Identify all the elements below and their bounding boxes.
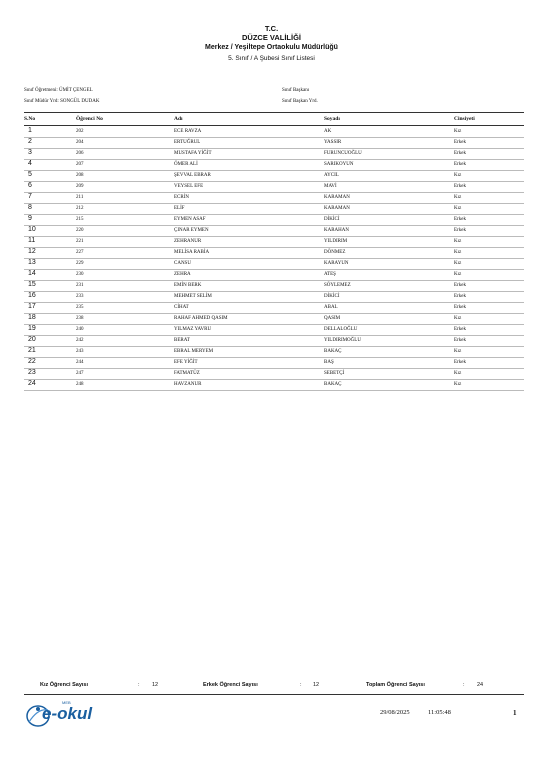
row-sno: 20 [28,336,36,343]
row-student-no: 227 [76,250,84,255]
class-teacher: Sınıf Öğretmeni: ÜMİT ÇENGEL [24,88,93,93]
row-name: RAHAF AHMED QASIM [174,316,228,321]
row-surname: KARAMAN [324,195,350,200]
row-surname: DİKİCİ [324,294,340,299]
row-surname: ATEŞ [324,272,336,277]
girls-count-colon: : [138,682,140,688]
row-name: ZEHRA [174,272,191,277]
row-surname: AYCIL [324,173,339,178]
col-header-surname: Soyadı [324,116,340,122]
row-gender: Kız [454,261,462,266]
row-student-no: 242 [76,338,84,343]
row-surname: YILDIRIM [324,239,348,244]
row-student-no: 208 [76,173,84,178]
row-name: VEYSEL EFE [174,184,204,189]
row-sno: 15 [28,281,36,288]
row-gender: Erkek [454,338,466,343]
row-surname: BAŞ [324,360,334,365]
total-count-label: Toplam Öğrenci Sayısı [366,682,425,688]
row-gender: Erkek [454,327,466,332]
col-header-gender: Cinsiyeti [454,116,475,122]
row-name: ELİF [174,206,185,211]
row-surname: BAKAÇ [324,382,342,387]
total-count-colon: : [463,682,465,688]
row-student-no: 204 [76,140,84,145]
table-row [24,379,524,391]
row-student-no: 221 [76,239,84,244]
row-name: MUSTAFA YİĞİT [174,151,212,156]
row-gender: Kız [454,173,462,178]
footer-rule [24,694,524,695]
logo-meb-text: MEB [62,700,71,705]
boys-count-label: Erkek Öğrenci Sayısı [203,682,258,688]
class-vice-president-label: Sınıf Başkan Yrd. [282,99,318,104]
row-sno: 8 [28,204,32,211]
row-gender: Erkek [454,184,466,189]
row-sno: 3 [28,149,32,156]
row-surname: SARIKOYUN [324,162,354,167]
col-header-sno: S.No [24,116,36,122]
row-student-no: 235 [76,305,84,310]
row-surname: DİKİCİ [324,217,340,222]
row-surname: MAVİ [324,184,337,189]
row-gender: Kız [454,316,462,321]
row-name: ECRİN [174,195,189,200]
row-student-no: 244 [76,360,84,365]
row-gender: Kız [454,382,462,387]
row-name: ÇINAR EYMEN [174,228,209,233]
row-name: EFE YİĞİT [174,360,198,365]
row-surname: AK [324,129,332,134]
row-name: ŞEVVAL EBRAR [174,173,211,178]
row-sno: 18 [28,314,36,321]
row-name: BERAT [174,338,190,343]
row-sno: 6 [28,182,32,189]
row-name: MEHMET SELİM [174,294,212,299]
row-sno: 2 [28,138,32,145]
row-name: EBRAL MERYEM [174,349,214,354]
row-student-no: 211 [76,195,84,200]
row-surname: DÖNMEZ [324,250,346,255]
row-name: CİHAT [174,305,189,310]
row-sno: 24 [28,380,36,387]
row-student-no: 206 [76,151,84,156]
row-student-no: 233 [76,294,84,299]
row-student-no: 220 [76,228,84,233]
row-name: ZEHRANUR [174,239,202,244]
row-name: FATMATÜZ [174,371,200,376]
row-student-no: 230 [76,272,84,277]
class-vice-principal: Sınıf Müdür Yrd: SONGÜL DUDAK [24,99,100,104]
row-sno: 10 [28,226,36,233]
row-student-no: 247 [76,371,84,376]
row-name: YILMAZ YAVRU [174,327,212,332]
col-header-name: Adı [174,116,183,122]
header-governorship: DÜZCE VALİLİĞİ [241,33,302,42]
row-surname: KARAHAN [324,228,349,233]
row-sno: 11 [28,237,36,244]
row-student-no: 207 [76,162,84,167]
girls-count-value: 12 [152,682,159,688]
row-gender: Kız [454,206,462,211]
boys-count-colon: : [300,682,302,688]
row-surname: SEBETÇİ [324,371,345,376]
row-student-no: 202 [76,129,84,134]
row-surname: YILDIRIMOĞLU [324,338,361,343]
row-student-no: 231 [76,283,84,288]
row-gender: Kız [454,272,462,277]
row-sno: 21 [28,347,36,354]
row-sno: 7 [28,193,32,200]
row-sno: 23 [28,369,36,376]
row-sno: 16 [28,292,36,299]
row-sno: 13 [28,259,36,266]
header-class-list-title: 5. Sınıf / A Şubesi Sınıf Listesi [228,55,315,62]
row-surname: BAKAÇ [324,349,342,354]
row-gender: Erkek [454,283,466,288]
row-gender: Erkek [454,140,466,145]
row-student-no: 243 [76,349,84,354]
row-name: EYMEN ASAF [174,217,206,222]
class-president-label: Sınıf Başkanı [282,88,310,93]
row-gender: Erkek [454,217,466,222]
row-gender: Erkek [454,305,466,310]
boys-count-value: 12 [313,682,320,688]
row-gender: Kız [454,371,462,376]
row-surname: ABAL [324,305,338,310]
row-name: HAVZANUR [174,382,202,387]
row-name: ERTUĞRUL [174,140,201,145]
header-tc: T.C. [264,24,279,33]
row-name: ECE RAVZA [174,129,202,134]
row-sno: 4 [28,160,32,167]
row-gender: Erkek [454,228,466,233]
row-name: ÖMER ALİ [174,162,198,167]
row-surname: DELLALOĞLU [324,327,358,332]
row-surname: SÖYLEMEZ [324,283,351,288]
row-gender: Erkek [454,294,466,299]
row-student-no: 209 [76,184,84,189]
row-student-no: 248 [76,382,84,387]
row-sno: 1 [28,127,32,134]
row-name: MELİSA RABİA [174,250,210,255]
row-gender: Erkek [454,360,466,365]
row-sno: 14 [28,270,36,277]
row-surname: YASSIR [324,140,342,145]
row-sno: 17 [28,303,36,310]
row-student-no: 212 [76,206,84,211]
print-time: 11:05:48 [428,709,451,716]
row-surname: KARAMAN [324,206,350,211]
logo-text: e-okul [42,704,93,723]
print-date: 29/08/2025 [380,709,410,716]
row-name: CANSU [174,261,191,266]
row-surname: KARAYUN [324,261,349,266]
row-student-no: 238 [76,316,84,321]
row-gender: Kız [454,239,462,244]
col-header-student-no: Öğrenci No [76,116,103,122]
row-gender: Kız [454,129,462,134]
girls-count-label: Kız Öğrenci Sayısı [40,682,88,688]
row-student-no: 229 [76,261,84,266]
page-number: 1 [513,709,517,717]
table-top-rule [24,112,524,113]
row-gender: Erkek [454,151,466,156]
row-gender: Kız [454,250,462,255]
row-gender: Erkek [454,162,466,167]
total-count-value: 24 [477,682,484,688]
row-student-no: 215 [76,217,84,222]
row-sno: 19 [28,325,36,332]
row-surname: QASIM [324,316,341,321]
row-surname: FURUNCUOĞLU [324,151,362,156]
row-sno: 9 [28,215,32,222]
row-sno: 5 [28,171,32,178]
header-school: Merkez / Yeşiltepe Ortaokulu Müdürlüğü [205,44,338,51]
row-sno: 22 [28,358,36,365]
row-name: EMİN BERK [174,283,202,288]
row-gender: Kız [454,349,462,354]
row-sno: 12 [28,248,36,255]
row-gender: Kız [454,195,462,200]
row-student-no: 240 [76,327,84,332]
